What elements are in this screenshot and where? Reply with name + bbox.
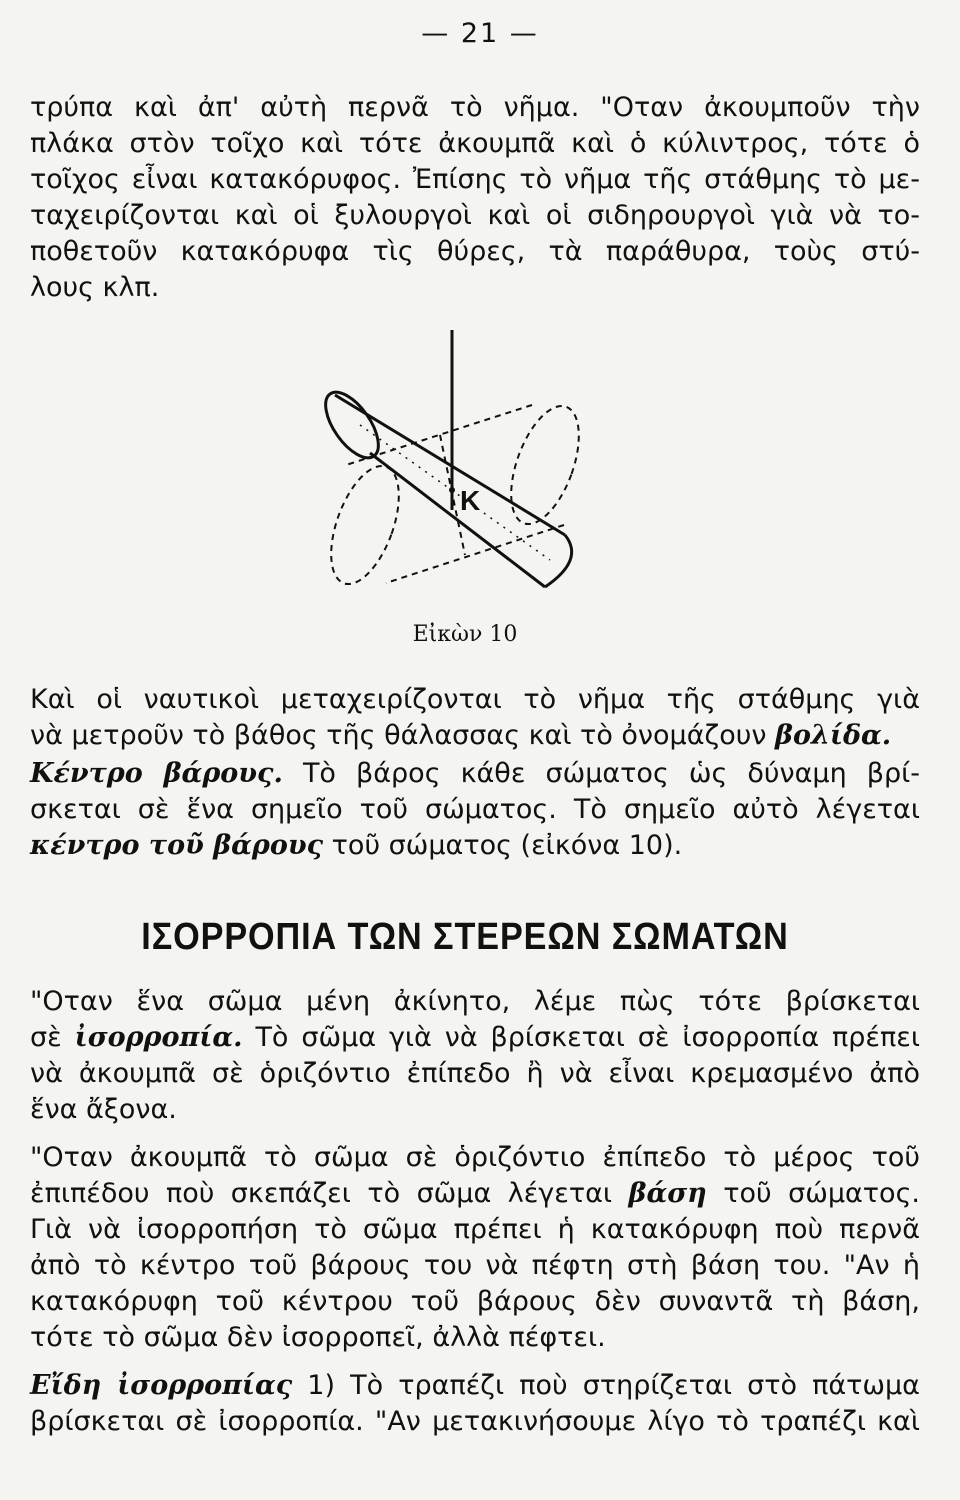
equilibrium-paragraph: [30, 984, 920, 1128]
text-line: λους κλπ.: [30, 272, 160, 303]
intro-paragraph: [30, 90, 920, 306]
text-segment: τοῦ σώματος (εἰκόνα 10).: [331, 830, 683, 861]
text-line: Καὶ οἱ ναυτικοὶ μεταχειρίζονται τὸ νῆμα τῆς στάθμης γιὰ: [30, 684, 920, 715]
term-center-of-weight: κέντρο τοῦ βάρους: [30, 830, 324, 861]
text-line: νὰ ἀκουμπᾶ σὲ ὁριζόντιο ἐπίπεδο ἢ νὰ εἶναι κρεμασμένο ἀπὸ: [30, 1058, 920, 1089]
term-base: βάση: [628, 1178, 707, 1209]
text-line: σκεται σὲ ἕνα σημεῖο τοῦ σώματος. Τὸ σημεῖο αὐτὸ λέγεται: [30, 794, 920, 825]
section-heading: ΙΣΟΡΡΟΠΙΑ ΤΩΝ ΣΤΕΡΕΩΝ ΣΩΜΑΤΩΝ: [141, 916, 789, 958]
text-segment: 1) Τὸ τραπέζι ποὺ στηρίζεται στὸ πάτωμα: [307, 1370, 920, 1401]
term-kinds-of-equilibrium: Εἴδη ἰσορροπίας: [30, 1370, 293, 1401]
text-line: [30, 828, 920, 864]
figure-caption: Εἰκὼν 10: [412, 622, 518, 647]
nautical-paragraph: [30, 682, 920, 754]
text-line: [30, 1176, 920, 1212]
text-line: [30, 1020, 920, 1056]
text-line: ἀπὸ τὸ κέντρο τοῦ βάρους του νὰ πέφτη στὴ βάση του. "Αν ἡ: [30, 1250, 920, 1281]
text-line: Γιὰ νὰ ἰσορροπήση τὸ σῶμα πρέπει ἡ κατακόρυφη ποὺ περνᾶ: [30, 1214, 920, 1245]
center-label: K: [460, 485, 481, 516]
term-bolida: βολίδα.: [775, 720, 892, 751]
text-line: ποθετοῦν κατακόρυφα τὶς θύρες, τὰ παράθυρα, τοὺς στύ-: [30, 236, 920, 267]
text-line: κατακόρυφη τοῦ κέντρου τοῦ βάρους δὲν συναντᾶ τὴ βάση,: [30, 1286, 920, 1317]
term-equilibrium: ἰσορροπία.: [74, 1022, 243, 1053]
cylinder-figure: [300, 325, 620, 620]
text-line: βρίσκεται σὲ ἰσορροπία. "Αν μετακινήσουμε λίγο τὸ τραπέζι καὶ: [30, 1406, 920, 1437]
base-paragraph: [30, 1140, 920, 1356]
dashed-cylinder: [317, 397, 592, 593]
text-line: "Οταν ἕνα σῶμα μένη ἀκίνητο, λέμε πὼς τότε βρίσκεται: [30, 986, 920, 1017]
text-line: τρύπα καὶ ἀπ' αὐτὴ περνᾶ τὸ νῆμα. "Οταν ἀκουμποῦν τὴν: [30, 92, 920, 123]
text-line: τότε τὸ σῶμα δὲν ἰσορροπεῖ, ἀλλὰ πέφτει.: [30, 1322, 606, 1353]
text-line: [30, 1368, 920, 1404]
text-line: τοῖχος εἶναι κατακόρυφος. Ἐπίσης τὸ νῆμα τῆς στάθμης τὸ με-: [30, 164, 920, 195]
text-segment: νὰ μετροῦν τὸ βάθος τῆς θάλασσας καὶ τὸ ὀνομάζουν: [30, 720, 767, 751]
text-line: "Οταν ἀκουμπᾶ τὸ σῶμα σὲ ὁριζόντιο ἐπίπεδο τὸ μέρος τοῦ: [30, 1142, 920, 1173]
text-line: ταχειρίζονται καὶ οἱ ξυλουργοὶ καὶ οἱ σιδηρουργοὶ γιὰ νὰ το-: [30, 200, 920, 231]
text-line: πλάκα στὸν τοῖχο καὶ τότε ἀκουμπᾶ καὶ ὁ κύλιντρος, τότε ὁ: [30, 128, 920, 159]
center-of-gravity-paragraph: [30, 756, 920, 864]
text-line: ἕνα ἄξονα.: [30, 1094, 177, 1125]
kinds-paragraph: [30, 1368, 920, 1440]
term-center-of-gravity: Κέντρο βάρους.: [30, 758, 283, 789]
page-number: — 21 —: [421, 18, 539, 49]
text-segment: τοῦ σώματος.: [723, 1178, 921, 1209]
text-segment: ἐπιπέδου ποὺ σκεπάζει τὸ σῶμα λέγεται: [30, 1178, 613, 1209]
text-segment: Τὸ σῶμα γιὰ νὰ βρίσκεται σὲ ἰσορροπία πρέπει: [255, 1022, 920, 1053]
text-line: [30, 718, 920, 754]
center-point: [449, 487, 455, 493]
text-line: [30, 756, 920, 792]
text-segment: σὲ: [30, 1022, 62, 1053]
text-segment: Τὸ βάρος κάθε σώματος ὡς δύναμη βρί-: [302, 758, 920, 789]
